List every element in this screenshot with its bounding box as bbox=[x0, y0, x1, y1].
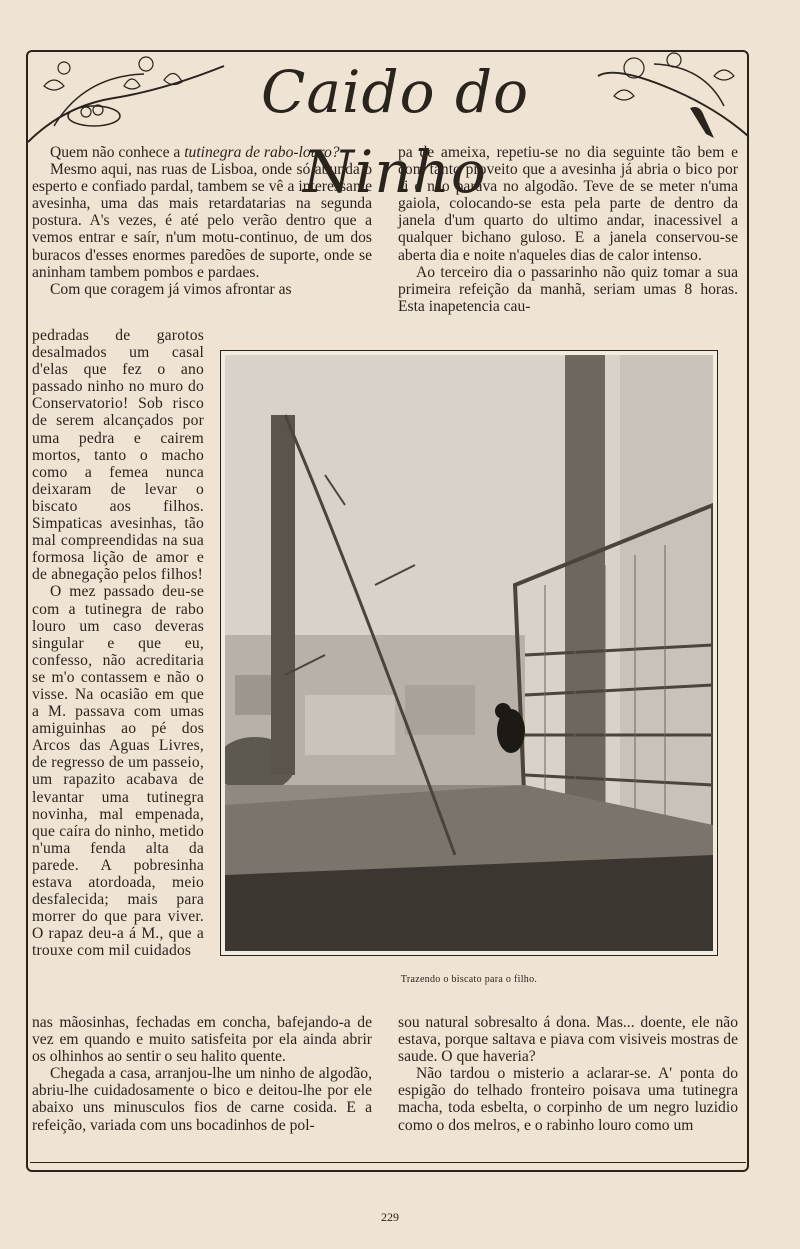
photo-caption: Trazendo o biscato para o filho. bbox=[400, 974, 538, 985]
column-right-top bbox=[398, 144, 738, 315]
column-right-bottom bbox=[398, 1014, 738, 1134]
column-left-narrow bbox=[32, 327, 204, 959]
frame-bottom-rule bbox=[30, 1162, 746, 1163]
page-number: 229 bbox=[381, 1210, 399, 1224]
photograph-bird-on-cage bbox=[220, 350, 718, 956]
paragraph: Chegada a casa, arranjou-lhe um ninho de algodão, abriu-lhe cuidadosamente o bico e deitou-lhe por ele abaixo uns minusculos fios de carne cosida. E a refeição, variada com uns bocadinhos de pol- bbox=[32, 1065, 372, 1134]
paragraph: Mesmo aqui, nas ruas de Lisboa, onde só abunda o esperto e confiado pardal, tambem se vê a interessante avesinha, uma das mais retardatarias na segunda postura. A's vezes, é até pelo verão dentro que a vemos entrar e saír, n'um motu-continuo, de um dos buracos d'esses enormes paredões de suporte, onde se aninham tambem pombos e pardaes. bbox=[32, 161, 372, 281]
paragraph: Com que coragem já vimos afrontar as bbox=[50, 280, 292, 298]
blossom-branch-nest-icon bbox=[24, 46, 234, 151]
paragraph: pedradas de garotos desalmados um casal d'elas que fez o ano passado ninho no muro do Conservatorio! Sob risco de serem alcançados por uma pedra e cairem mortos, tanto o macho como a femea nunca deixaram de levar o biscato aos filhos. Simpaticas avesinhas, tão mal compreendidas na sua formosa lição de amor e de abnegação pelos filhos! bbox=[32, 327, 204, 584]
page-title: Caido do Ninho bbox=[260, 58, 530, 206]
paragraph: Quem não conhece a tutinegra de rabo-louro? bbox=[50, 144, 340, 161]
paragraph: O mez passado deu-se com a tutinegra de rabo louro um caso deveras singular e que eu, confesso, não acreditaria se m'o contassem e não o visse. Na ocasião em que a M. passava com umas amiguinhas ao pé dos Arcos das Aguas Livres, de regresso de um passeio, um rapazito acabava de levantar uma tutinegra novinha, mal empenada, que caíra do ninho, metido n'uma fenda alta da parede. A pobresinha estava atordoada, meio desfalecida; mais para morrer do que para viver. O rapaz deu-a á M., que a trouxe com mil cuidados bbox=[32, 583, 204, 960]
paragraph: pa de ameixa, repetiu-se no dia seguinte tão bem e com tanto proveito que a avesinha já abria o bico por si e não parava no algodão. Teve de se meter n'uma gaiola, colocando-se esta pela parte de dentro da janela d'um quarto do ultimo andar, inacessivel a qualquer bichano guloso. E a janela conservou-se aberta dia e noite n'aqueles dias de calor intenso. bbox=[398, 144, 738, 264]
photo-illustration bbox=[225, 355, 713, 951]
paragraph: Ao terceiro dia o passarinho não quiz tomar a sua primeira refeição da manhã, seriam umas 8 horas. Esta inapetencia cau- bbox=[398, 263, 738, 315]
paragraph: Não tardou o misterio a aclarar-se. A' ponta do espigão do telhado fronteiro poisava uma tutinegra macha, toda esbelta, o corpinho de um negro luzidio como o dos melros, e o rabinho louro como um bbox=[398, 1065, 738, 1134]
column-left-top bbox=[32, 144, 372, 298]
column-left-bottom bbox=[32, 1014, 372, 1134]
blossom-branch-bird-icon bbox=[594, 46, 752, 151]
paragraph: sou natural sobresalto á dona. Mas... doente, ele não estava, porque saltava e piava com visiveis mostras de saude. O que haveria? bbox=[398, 1014, 738, 1066]
paragraph: nas mãosinhas, fechadas em concha, bafejando-a de vez em quando e muito satisfeita por ela ainda abrir os olhinhos ao sentir o seu halito quente. bbox=[32, 1014, 372, 1066]
